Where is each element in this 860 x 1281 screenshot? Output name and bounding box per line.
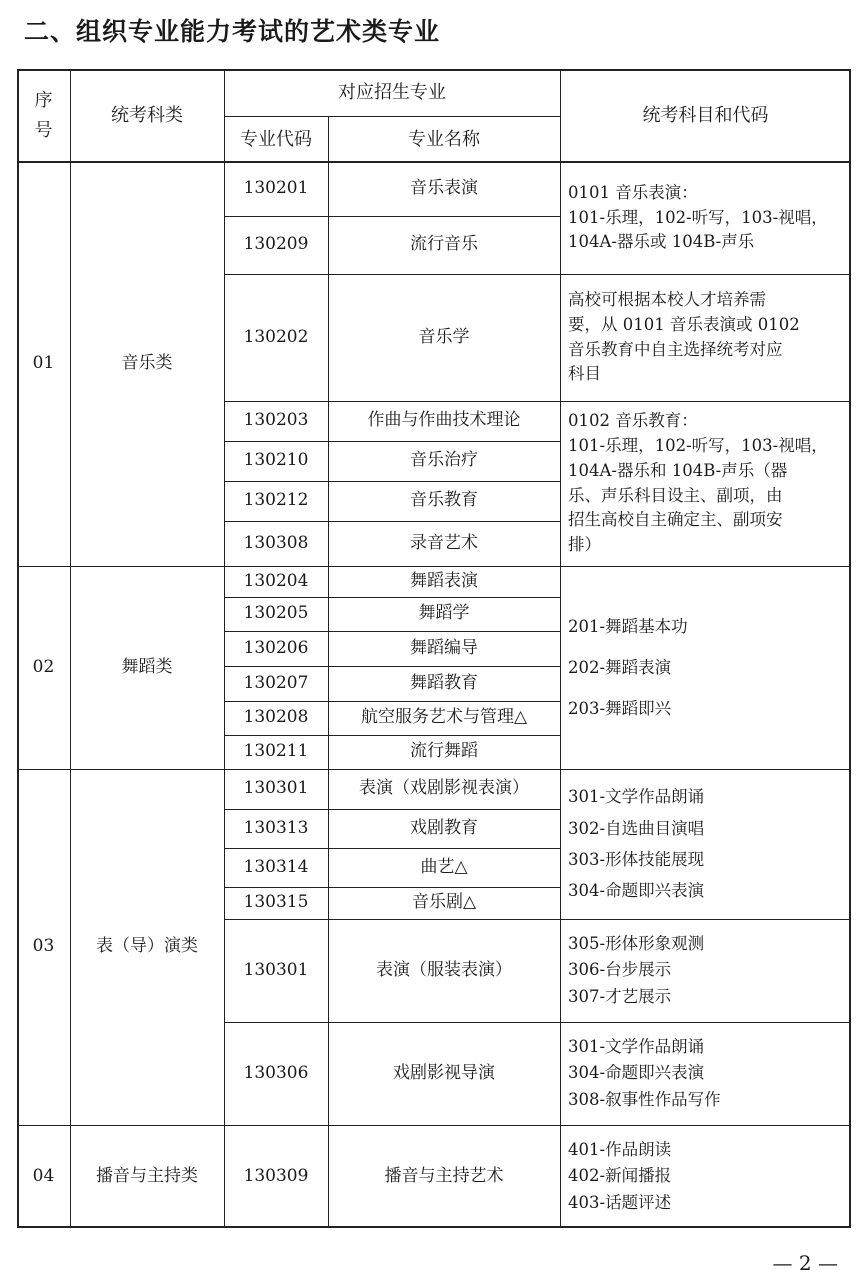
major-name-cell (328, 216, 560, 274)
major-name: 舞蹈教育 (410, 672, 478, 693)
subject-cell (560, 401, 851, 566)
major-code: 130203 (243, 410, 309, 431)
major-code-cell (224, 809, 328, 848)
major-name-cell (328, 274, 560, 401)
subject-line: 203-舞蹈即兴 (568, 699, 672, 719)
subject-lines (568, 931, 704, 1010)
group-category-text: 音乐类 (121, 353, 173, 374)
group-index-text: 02 (32, 656, 55, 677)
subject-line: 101-乐理，102-听写，103-视唱， (568, 207, 828, 227)
header-divider (224, 116, 560, 117)
major-name-cell (328, 401, 560, 441)
subject-line: 104A-器乐和 104B-声乐（器 (568, 460, 788, 480)
major-name: 舞蹈表演 (410, 570, 478, 591)
group-index (17, 162, 70, 566)
major-code-cell (224, 1022, 328, 1125)
subject-line: 104A-器乐或 104B-声乐 (568, 232, 755, 252)
major-code-cell (224, 887, 328, 919)
group-index-text: 01 (32, 353, 55, 374)
group-divider (17, 566, 851, 567)
row-divider (224, 919, 560, 920)
subject-cell (560, 274, 851, 401)
major-name: 音乐表演 (410, 178, 478, 199)
subject-line: 要，从 0101 音乐表演或 0102 (568, 314, 800, 334)
table-border-left (17, 69, 19, 1228)
major-code-cell (224, 441, 328, 481)
major-code: 130204 (243, 570, 309, 591)
major-name: 戏剧教育 (410, 817, 478, 838)
row-divider (224, 631, 560, 632)
major-code-cell (224, 274, 328, 401)
major-code: 130206 (243, 637, 309, 658)
major-name-cell (328, 566, 560, 597)
column-divider (224, 69, 225, 1228)
major-name: 表演（戏剧影视表演） (359, 778, 529, 799)
major-name-cell (328, 809, 560, 848)
subject-line: 音乐教育中自主选择统考对应 (568, 339, 783, 359)
major-code: 130211 (243, 741, 309, 762)
subject-cell (560, 162, 851, 274)
major-code-cell (224, 666, 328, 701)
major-code: 130207 (243, 672, 309, 693)
major-code: 130315 (243, 892, 309, 913)
group-index (17, 566, 70, 769)
group-index (17, 769, 70, 1125)
subject-lines (568, 409, 828, 558)
column-divider (70, 69, 71, 1228)
major-code: 130205 (243, 603, 309, 624)
column-divider (328, 116, 329, 1228)
header-name (328, 116, 560, 162)
major-name-cell (328, 521, 560, 566)
table-border-bottom (17, 1226, 851, 1228)
header-bottom-rule (17, 161, 851, 163)
major-name: 流行舞蹈 (410, 741, 478, 762)
major-code-cell (224, 919, 328, 1022)
row-divider (224, 887, 560, 888)
group-category (70, 162, 224, 566)
major-code-cell (224, 162, 328, 216)
major-code-cell (224, 1125, 328, 1228)
subject-cell (560, 1022, 851, 1125)
subject-line: 401-作品朗读 (568, 1139, 672, 1159)
major-name: 录音艺术 (410, 532, 478, 553)
major-code-cell (224, 566, 328, 597)
header-category-label: 统考科类 (111, 105, 183, 126)
row-divider (560, 919, 851, 920)
major-name: 曲艺△ (420, 856, 468, 877)
group-index (17, 1125, 70, 1228)
major-name: 舞蹈学 (418, 603, 470, 624)
major-name: 流行音乐 (410, 234, 478, 255)
subject-line: 304-命题即兴表演 (568, 881, 705, 901)
subject-lines (568, 1034, 721, 1113)
major-code-cell (224, 521, 328, 566)
subject-line: 0101 音乐表演： (568, 182, 698, 202)
header-index-char: 序 (34, 89, 53, 111)
table-border-top (17, 69, 851, 71)
major-code: 130209 (243, 234, 309, 255)
subject-lines (568, 288, 800, 387)
subject-line: 307-才艺展示 (568, 986, 672, 1006)
major-name-cell (328, 162, 560, 216)
header-name-label: 专业名称 (408, 128, 480, 150)
subject-line: 301-文学作品朗诵 (568, 1036, 705, 1056)
subject-lines (568, 606, 688, 730)
subject-line: 202-舞蹈表演 (568, 657, 672, 677)
major-code: 130301 (243, 959, 309, 980)
major-name: 音乐剧△ (411, 892, 477, 913)
page-title: 二、组织专业能力考试的艺术类专业 (24, 17, 441, 46)
row-divider (224, 809, 560, 810)
group-category (70, 769, 224, 1125)
subject-line: 招生高校自主确定主、副项安 (568, 510, 783, 530)
subject-line: 科目 (568, 364, 601, 384)
row-divider (560, 1022, 851, 1023)
major-code: 130313 (243, 817, 309, 838)
subject-line: 306-台步展示 (568, 960, 672, 980)
major-name-cell (328, 631, 560, 666)
subject-line: 402-新闻播报 (568, 1166, 672, 1186)
subject-line: 308-叙事性作品写作 (568, 1089, 721, 1109)
header-subjects (560, 69, 851, 162)
major-name: 作曲与作曲技术理论 (367, 410, 521, 431)
major-name-cell (328, 666, 560, 701)
row-divider (224, 1022, 560, 1023)
subject-lines (568, 1137, 671, 1216)
major-name-cell (328, 887, 560, 919)
major-code-cell (224, 848, 328, 887)
subject-cell (560, 769, 851, 919)
major-name-cell (328, 701, 560, 735)
major-name-cell (328, 481, 560, 521)
group-category-text: 播音与主持类 (96, 1165, 198, 1186)
subject-line: 高校可根据本校人才培养需 (568, 290, 766, 309)
subject-lines (568, 781, 704, 906)
row-divider (224, 521, 560, 522)
subject-line: 302-自选曲目演唱 (568, 818, 705, 838)
major-code-cell (224, 631, 328, 666)
major-code: 130201 (243, 178, 309, 199)
subject-cell (560, 566, 851, 769)
major-name-cell (328, 1022, 560, 1125)
major-name: 表演（服装表演） (376, 959, 512, 980)
header-index (17, 69, 70, 162)
table-border-right (849, 69, 851, 1228)
subject-cell (560, 1125, 851, 1228)
header-subjects-label: 统考科目和代码 (642, 105, 769, 126)
major-code: 130309 (243, 1165, 309, 1186)
group-category (70, 566, 224, 769)
major-code-cell (224, 701, 328, 735)
column-divider (560, 69, 561, 1228)
row-divider (224, 701, 560, 702)
admission-table (17, 69, 851, 1228)
major-code: 130314 (243, 856, 309, 877)
subject-line: 101-乐理，102-听写，103-视唱， (568, 436, 828, 455)
major-code-cell (224, 735, 328, 769)
group-category-text: 舞蹈类 (121, 656, 173, 677)
header-code (224, 116, 328, 162)
major-code: 130212 (243, 490, 309, 511)
subject-line: 0102 音乐教育： (568, 411, 698, 431)
subject-line: 乐、声乐科目设主、副项，由 (568, 485, 783, 505)
subject-line: 305-形体形象观测 (568, 933, 705, 953)
row-divider (224, 216, 560, 217)
major-name: 音乐学 (418, 326, 470, 347)
row-divider (224, 481, 560, 482)
major-code-cell (224, 401, 328, 441)
major-name: 航空服务艺术与管理△ (360, 707, 528, 728)
subject-lines (568, 181, 828, 255)
row-divider (560, 401, 851, 402)
major-name-cell (328, 769, 560, 809)
major-name-cell (328, 441, 560, 481)
group-divider (17, 1125, 851, 1126)
subject-line: 201-舞蹈基本功 (568, 616, 688, 636)
major-code: 130202 (243, 326, 309, 347)
row-divider (560, 274, 851, 275)
row-divider (224, 597, 560, 598)
major-code-cell (224, 597, 328, 631)
major-code: 130210 (243, 450, 309, 471)
row-divider (224, 401, 560, 402)
subject-line: 304-命题即兴表演 (568, 1063, 705, 1083)
group-category-text: 表（导）演类 (96, 936, 198, 957)
subject-line: 301-文学作品朗诵 (568, 787, 705, 807)
header-majors-label: 对应招生专业 (338, 82, 446, 103)
major-code: 130208 (243, 707, 309, 728)
group-divider (17, 769, 851, 770)
group-category (70, 1125, 224, 1228)
major-name-cell (328, 848, 560, 887)
major-name-cell (328, 919, 560, 1022)
major-name: 播音与主持艺术 (384, 1165, 504, 1186)
header-code-label: 专业代码 (240, 128, 312, 150)
major-code: 130301 (243, 778, 309, 799)
row-divider (224, 274, 560, 275)
major-name: 戏剧影视导演 (393, 1062, 495, 1083)
subject-line: 403-话题评述 (568, 1192, 672, 1212)
group-index-text: 03 (32, 936, 55, 957)
row-divider (224, 441, 560, 442)
subject-cell (560, 919, 851, 1022)
major-name-cell (328, 597, 560, 631)
major-code: 130308 (243, 532, 309, 553)
major-code-cell (224, 481, 328, 521)
major-name: 音乐治疗 (410, 450, 478, 471)
header-index-char: 号 (34, 119, 53, 141)
page-number: — 2 — (772, 1251, 838, 1275)
header-majors (224, 69, 560, 116)
subject-line: 排） (568, 535, 601, 554)
major-code-cell (224, 216, 328, 274)
header-category (70, 69, 224, 162)
major-code: 130306 (243, 1062, 309, 1083)
row-divider (224, 735, 560, 736)
major-name-cell (328, 735, 560, 769)
major-name: 音乐教育 (410, 490, 478, 511)
row-divider (224, 666, 560, 667)
subject-line: 303-形体技能展现 (568, 850, 705, 869)
major-code-cell (224, 769, 328, 809)
row-divider (224, 848, 560, 849)
group-index-text: 04 (32, 1165, 55, 1186)
major-name-cell (328, 1125, 560, 1228)
major-name: 舞蹈编导 (410, 637, 478, 658)
